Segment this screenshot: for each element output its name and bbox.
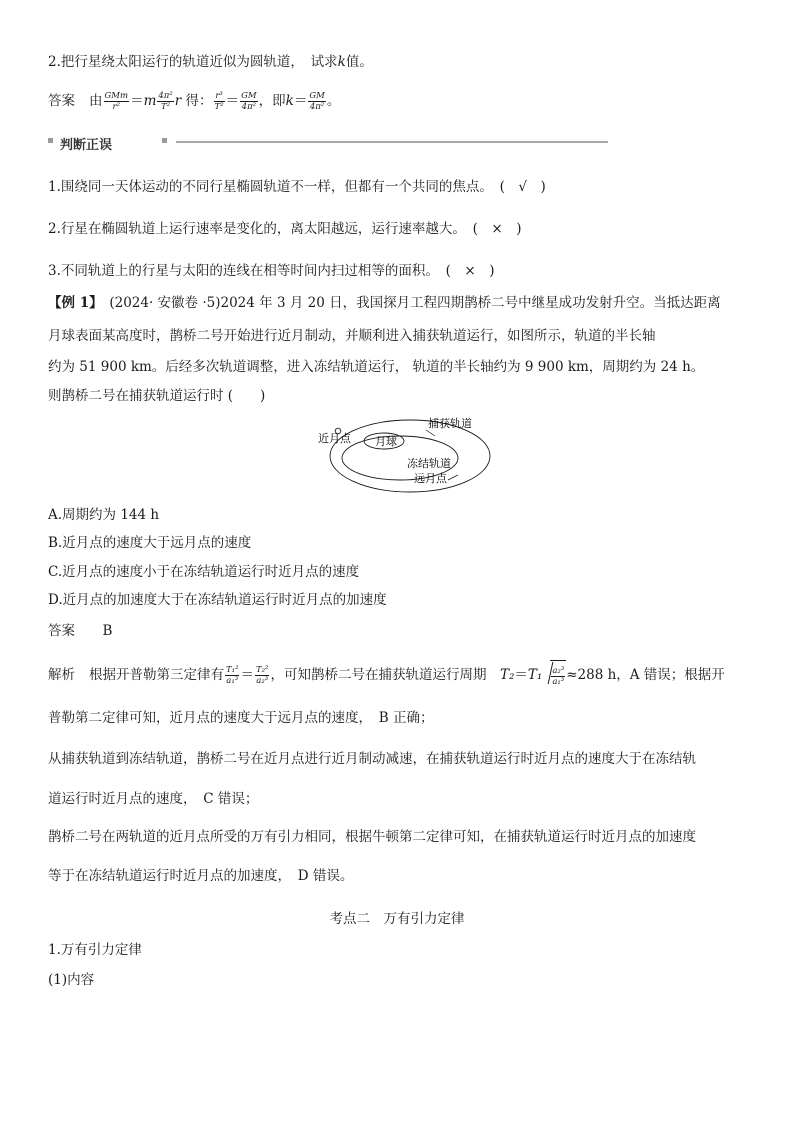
moon-label: 月球 [375, 435, 397, 448]
fraction-gm-4pi2-result [308, 91, 326, 112]
example-1-line-1 [48, 294, 721, 312]
analysis-line-6: 等于在冻结轨道运行时近月点的加速度， D 错误。 [48, 868, 354, 884]
example-1-line-2 [48, 327, 656, 345]
section-bullet-icon [48, 138, 53, 143]
judgement-2 [48, 220, 522, 238]
equals-sign: ＝ [240, 667, 254, 683]
fraction-denominator: a₂³ [256, 676, 269, 686]
far-point-label: 远月点 [414, 472, 447, 485]
example-1-line-4 [48, 387, 265, 405]
variable-k: k [285, 93, 294, 109]
variable-r: r [174, 93, 182, 109]
judgement-mark: ( × ) [445, 263, 495, 279]
variable-m: m [143, 93, 157, 109]
frozen-orbit-label: 冻结轨道 [407, 457, 451, 470]
fraction-numerator: 4π² [158, 91, 173, 101]
section-divider [176, 141, 608, 143]
answer-label: 答案 [48, 93, 75, 109]
question-2-prompt-end: 值。 [345, 54, 373, 70]
judgement-3 [48, 262, 495, 280]
fraction-denominator: T² [161, 102, 171, 112]
analysis-line-4: 道运行时近月点的速度， C 错误； [48, 791, 259, 807]
variable-k: k [337, 54, 346, 70]
law-heading: 1.万有引力定律 [48, 942, 142, 958]
option-b: B.近月点的速度大于远月点的速度 [48, 535, 252, 551]
fraction-denominator: a₁³ [226, 676, 239, 686]
example-1-line-3 [48, 358, 704, 376]
variable-t2: T₂ [499, 667, 515, 683]
answer-value: B [102, 623, 113, 639]
example-tag: 【例 1】 [48, 295, 96, 311]
analysis-line-1 [48, 660, 725, 691]
analysis-text: 根据开普勒第三定律有 [89, 667, 224, 683]
question-2-answer [48, 88, 340, 114]
example-text: 2024 年 3 月 20 日，我国探月工程四期鹊桥二号中继星成功发射升空。当抵达距离 [220, 295, 721, 311]
section-title: 判断正误 [60, 138, 113, 153]
fraction-denominator: 4π² [309, 102, 325, 112]
example-text: 约为 51 900 km。后经多次轨道调整，进入冻结轨道运行， 轨道的半长轴约为 9 900 km，周期约为 24 h。 [48, 359, 705, 375]
example-text: 月球表面某高度时，鹊桥二号开始进行近月制动，并顺利进入捕获轨道运行，如图所示，轨道的半长轴 [48, 328, 656, 344]
analysis-label: 解析 [48, 667, 75, 683]
fraction-numerator: a₂³ [552, 666, 565, 676]
equals-sign: ＝ [130, 93, 144, 109]
section-bullet-icon [162, 138, 167, 143]
fraction-numerator: GM [309, 91, 325, 101]
fraction-denominator: 4π² [241, 102, 257, 112]
law-subheading: (1)内容 [48, 972, 95, 988]
fraction-denominator: a₁³ [552, 677, 565, 687]
equals-sign: ＝ [514, 667, 528, 683]
analysis-text: ≈288 h，A 错误；根据开 [566, 667, 725, 683]
fraction-denominator: r² [112, 102, 121, 112]
fraction-t1-a1 [225, 665, 239, 686]
analysis-line-3: 从捕获轨道到冻结轨道，鹊桥二号在近月点进行近月制动减速，在捕获轨道运行时近月点的速度大于在冻结轨 [48, 751, 696, 767]
analysis-line-5: 鹊桥二号在两轨道的近月点所受的万有引力相同，根据牛顿第二定律可知，在捕获轨道运行时近月点的加速度 [48, 829, 696, 845]
fraction-denominator: T² [214, 102, 224, 112]
fraction-r3-t2 [214, 91, 225, 112]
judgement-text: 2.行星在椭圆轨道上运行速率是变化的，离太阳越远，运行速率越大。 [48, 221, 460, 237]
variable-t1: T₁ [527, 667, 543, 683]
capture-orbit-label: 捕获轨道 [428, 417, 472, 430]
analysis-text: ，可知鹊桥二号在捕获轨道运行周期 [270, 667, 487, 683]
fraction-numerator: r³ [215, 91, 223, 101]
square-root [542, 660, 566, 691]
fraction-gmm-r2 [104, 91, 130, 112]
judgement-mark: ( √ ) [499, 179, 546, 195]
answer-text: 。 [326, 93, 341, 109]
fraction-numerator: T₁² [226, 665, 239, 675]
equals-sign: ＝ [225, 93, 240, 109]
example-answer [48, 622, 112, 640]
section-header-judgement [48, 134, 608, 153]
judgement-text: 1.围绕同一天体运动的不同行星椭圆轨道不一样，但都有一个共同的焦点。 [48, 179, 487, 195]
answer-label: 答案 [48, 623, 75, 639]
answer-text: 得： [181, 93, 213, 109]
question-2 [48, 53, 373, 71]
option-a: A.周期约为 144 h [48, 507, 160, 523]
fraction-numerator: GM [241, 91, 257, 101]
fraction-gm-4pi2 [240, 91, 258, 112]
topic-title: 考点二 万有引力定律 [329, 911, 465, 927]
option-c: C.近月点的速度小于在冻结轨道运行时近月点的速度 [48, 564, 360, 580]
fraction-a2-a1 [551, 666, 565, 687]
answer-text: ，即 [258, 93, 286, 109]
example-text: 则鹊桥二号在捕获轨道运行时 ( ) [48, 388, 266, 404]
analysis-line-2: 普勒第二定律可知，近月点的速度大于远月点的速度， B 正确； [48, 710, 434, 726]
far-point-leader [448, 475, 458, 480]
capture-orbit-ellipse [330, 420, 490, 492]
judgement-mark: ( × ) [472, 221, 522, 237]
fraction-numerator: T₂² [255, 665, 269, 675]
fraction-numerator: GMm [104, 91, 129, 101]
example-source: (2024· 安徽卷 ·5) [109, 295, 221, 311]
fraction-t2-a2 [255, 665, 269, 686]
judgement-1 [48, 178, 546, 196]
answer-text: 由 [89, 93, 103, 109]
question-2-prompt: 2.把行星绕太阳运行的轨道近似为圆轨道， 试求 [48, 54, 338, 70]
orbit-diagram [300, 412, 500, 494]
near-point-label: 近月点 [318, 432, 351, 445]
option-d: D.近月点的加速度大于在冻结轨道运行时近月点的加速度 [48, 592, 387, 608]
judgement-text: 3.不同轨道上的行星与太阳的连线在相等时间内扫过相等的面积。 [48, 263, 433, 279]
fraction-4pi2-t2 [157, 91, 173, 112]
equals-sign: ＝ [293, 93, 308, 109]
capture-orbit-leader [426, 430, 435, 436]
